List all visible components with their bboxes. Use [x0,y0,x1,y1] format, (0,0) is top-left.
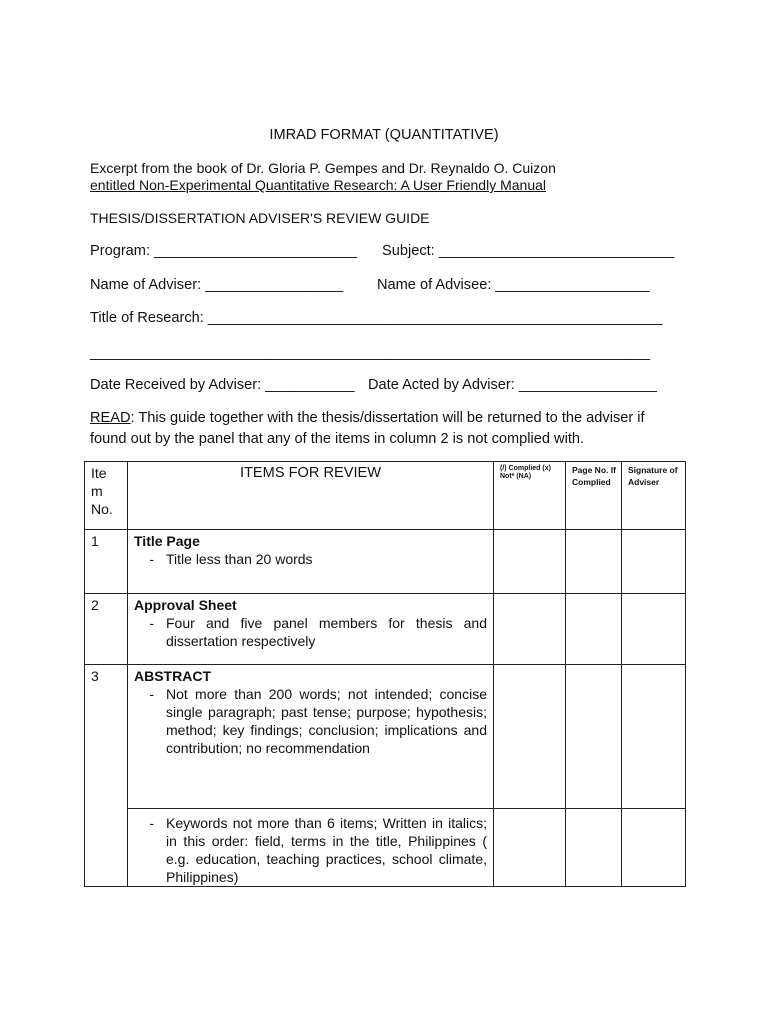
read-note [90,409,645,427]
signature-cell[interactable] [622,594,686,665]
table-header-row [85,462,686,530]
item-heading: Approval Sheet [134,597,237,613]
header-signature: Signature of Adviser [622,462,686,530]
header-item-no-line-2: m [91,483,103,499]
bullet-text: Four and five panel members for thesis and dissertation respectively [166,615,487,649]
guide-title: THESIS/DISSERTATION ADVISER'S REVIEW GUIDE [90,210,430,226]
research-title-field: Title of Research: ________________________________________________________ [90,310,663,326]
research-title-line-2: _____________________________________________________________________ [90,345,651,361]
program-field: Program: _________________________ [90,243,357,259]
header-item-no-line-1: Ite [91,465,107,481]
item-bullet [134,685,487,757]
date-received-field: Date Received by Adviser: ___________ [90,377,355,393]
review-item [128,594,494,665]
review-table [84,461,686,887]
page-no-cell[interactable] [566,594,622,665]
read-label: READ [90,410,131,426]
header-items-for-review: ITEMS FOR REVIEW [128,462,494,530]
bullet-dash: - [149,551,154,567]
page-no-cell[interactable] [566,665,622,809]
signature-cell[interactable] [622,665,686,809]
review-item [128,665,494,809]
table-row [85,809,686,887]
item-bullet [134,550,487,568]
row-number: 3 [85,665,128,887]
table-row [85,665,686,809]
bullet-dash: - [149,615,154,631]
advisee-name-field: Name of Advisee: ___________________ [377,277,650,293]
page-no-cell[interactable] [566,530,622,594]
date-acted-field: Date Acted by Adviser: _________________ [368,377,657,393]
document-title: IMRAD FORMAT (QUANTITATIVE) [269,127,499,143]
excerpt-line-2: entitled Non-Experimental Quantitative Research: A User Friendly Manual [90,177,546,193]
subject-field: Subject: _____________________________ [382,243,675,259]
bullet-dash: - [149,815,154,831]
bullet-text: Keywords not more than 6 items; Written in italics; in this order: field, terms in the title, Philippines ( e.g. education, teaching practices, school climate, Philippines) [166,815,487,885]
header-complied: (/) Complied (x) Not* (NA) [494,462,566,530]
table-row [85,594,686,665]
read-note-line-2: found out by the panel that any of the items in column 2 is not complied with. [90,431,585,447]
item-bullet [134,814,487,886]
excerpt-line-1: Excerpt from the book of Dr. Gloria P. Gempes and Dr. Reynaldo O. Cuizon [90,160,556,176]
bullet-text: Title less than 20 words [166,551,313,567]
bullet-dash: - [149,686,154,702]
review-item [128,530,494,594]
bullet-text: Not more than 200 words; not intended; concise single paragraph; past tense; purpose; hypothesis; method; key findings; conclusion; implications and contribution; no recommendation [166,686,487,756]
item-heading: Title Page [134,533,200,549]
item-bullet [134,614,487,650]
complied-cell[interactable] [494,530,566,594]
complied-cell[interactable] [494,665,566,809]
item-heading: ABSTRACT [134,668,211,684]
table-row [85,530,686,594]
header-page-no: Page No. If Complied [566,462,622,530]
header-item-no-line-3: No. [91,501,113,517]
row-number: 1 [85,530,128,594]
adviser-name-field: Name of Adviser: _________________ [90,277,344,293]
row-number: 2 [85,594,128,665]
complied-cell[interactable] [494,809,566,887]
signature-cell[interactable] [622,530,686,594]
page-no-cell[interactable] [566,809,622,887]
signature-cell[interactable] [622,809,686,887]
review-item [128,809,494,887]
read-text: : This guide together with the thesis/dissertation will be returned to the adviser if [130,410,645,426]
header-item-no [85,462,128,530]
complied-cell[interactable] [494,594,566,665]
